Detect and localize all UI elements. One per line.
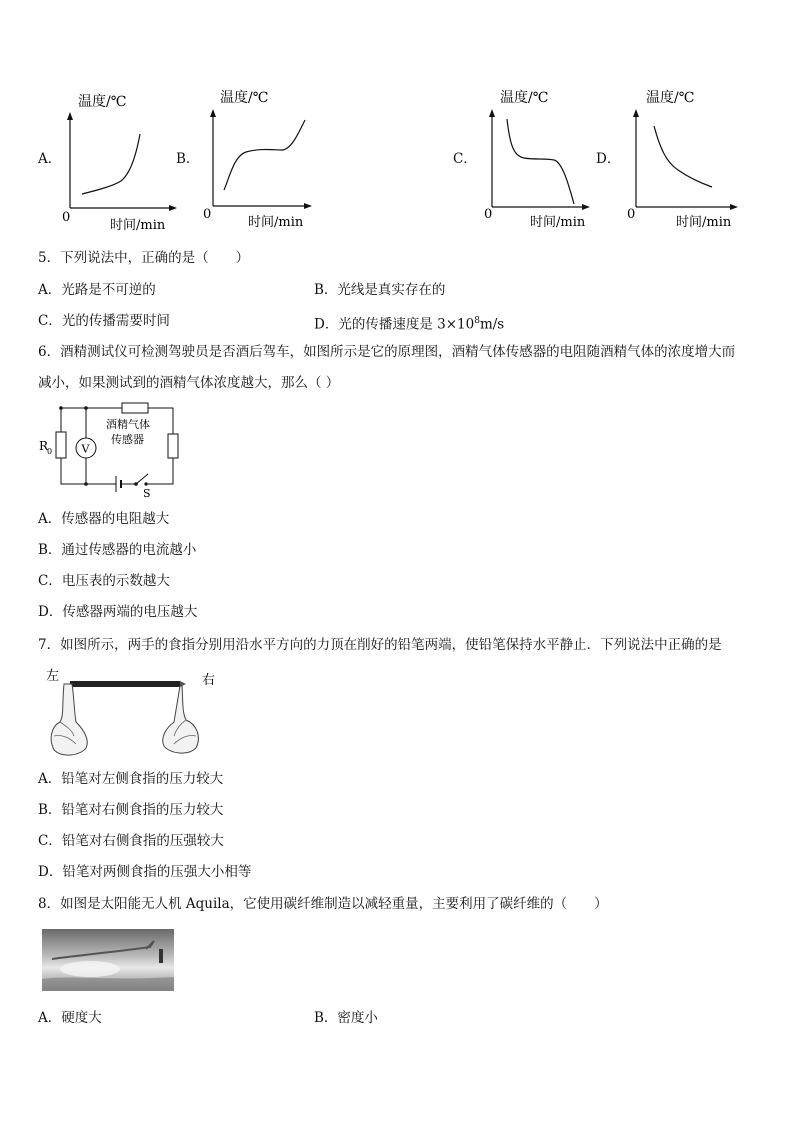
right-hand-icon: [163, 686, 199, 753]
pencil-icon: [70, 681, 180, 687]
graph-c-ylabel: 温度/℃: [500, 90, 549, 106]
q4-option-b-label: B．: [176, 151, 200, 167]
q6-option-a: A．传感器的电阻越大: [38, 511, 170, 527]
q6-stem-line1: 6．酒精测试仪可检测驾驶员是否酒后驾车，如图所示是它的原理图，酒精气体传感器的电阻随酒精气体的浓度增大而: [38, 344, 736, 360]
q7-option-d: D．铅笔对两侧食指的压强大小相等: [38, 864, 252, 880]
r0-label: R: [39, 439, 49, 453]
graph-b-ylabel: 温度/℃: [220, 90, 269, 106]
q7-option-a: A．铅笔对左侧食指的压力较大: [38, 771, 224, 787]
graph-b-origin: 0: [203, 207, 212, 222]
q5-stem: 5．下列说法中，正确的是（ ）: [38, 250, 250, 266]
graph-b-xlabel: 时间/min: [248, 215, 304, 230]
q7-stem: 7．如图所示，两手的食指分别用沿水平方向的力顶在削好的铅笔两端，使铅笔保持水平静止．下列说法中正确的是: [38, 637, 722, 653]
graph-c: [478, 86, 593, 231]
graph-d-curve: [654, 126, 712, 187]
q5-option-d-text: D．光的传播速度是 3×10: [314, 316, 475, 333]
drone-fin-icon: [159, 949, 163, 963]
graph-d-xlabel: 时间/min: [676, 215, 732, 230]
q8-stem: 8．如图是太阳能无人机 Aquila，它使用碳纤维制造以减轻重量，主要利用了碳纤维的（ ）: [38, 896, 608, 912]
q8-drone-photo: [42, 929, 174, 991]
graph-c-origin: 0: [484, 207, 493, 222]
q5-option-a: A．光路是不可逆的: [38, 282, 156, 298]
q6-circuit-diagram: [36, 400, 186, 500]
voltmeter-label: V: [81, 442, 90, 456]
q7-pencil-fingers-figure: [40, 664, 220, 760]
graph-a-origin: 0: [62, 210, 71, 225]
q7-option-c: C．铅笔对右侧食指的压强较大: [38, 833, 224, 849]
q6-option-b: B．通过传感器的电流越小: [38, 542, 197, 558]
q4-option-d-label: D．: [596, 151, 621, 167]
q6-option-d: D．传感器两端的电压越大: [38, 604, 198, 620]
graph-d: [622, 86, 742, 231]
graph-a-ylabel: 温度/℃: [78, 94, 127, 110]
r0-subscript: 0: [47, 447, 53, 456]
graph-a-xlabel: 时间/min: [110, 218, 166, 231]
q4-option-a-label: A．: [38, 151, 62, 167]
q5-option-c: C．光的传播需要时间: [38, 313, 170, 329]
q7-option-b: B．铅笔对右侧食指的压力较大: [38, 802, 224, 818]
graph-b: [200, 86, 315, 231]
right-label: 右: [202, 673, 216, 688]
q5-option-d-unit: m/s: [479, 316, 505, 333]
q5-option-b: B．光线是真实存在的: [314, 282, 446, 298]
sensor-label-line2: 传感器: [111, 433, 144, 446]
switch-label: S: [143, 487, 151, 500]
q8-option-b: B．密度小: [314, 1010, 378, 1026]
q4-option-c-label: C．: [453, 151, 477, 167]
left-hand-icon: [51, 684, 87, 755]
q8-option-a: A．硬度大: [38, 1010, 102, 1026]
graph-a-curve: [82, 134, 140, 194]
sensor-label-line1: 酒精气体: [106, 418, 150, 431]
graph-a: [58, 86, 178, 231]
q6-option-c: C．电压表的示数越大: [38, 573, 170, 589]
q5-option-d-exponent: 8: [474, 316, 480, 326]
graph-d-ylabel: 温度/℃: [646, 90, 695, 106]
q5-option-d: [314, 312, 504, 334]
graph-b-curve: [224, 120, 305, 190]
graph-d-origin: 0: [627, 207, 636, 222]
left-label: 左: [46, 669, 60, 684]
graph-c-xlabel: 时间/min: [530, 215, 586, 230]
q6-stem-line2: 减小，如果测试到的酒精气体浓度越大，那么（ ）: [38, 375, 340, 391]
graph-c-curve: [507, 119, 574, 204]
